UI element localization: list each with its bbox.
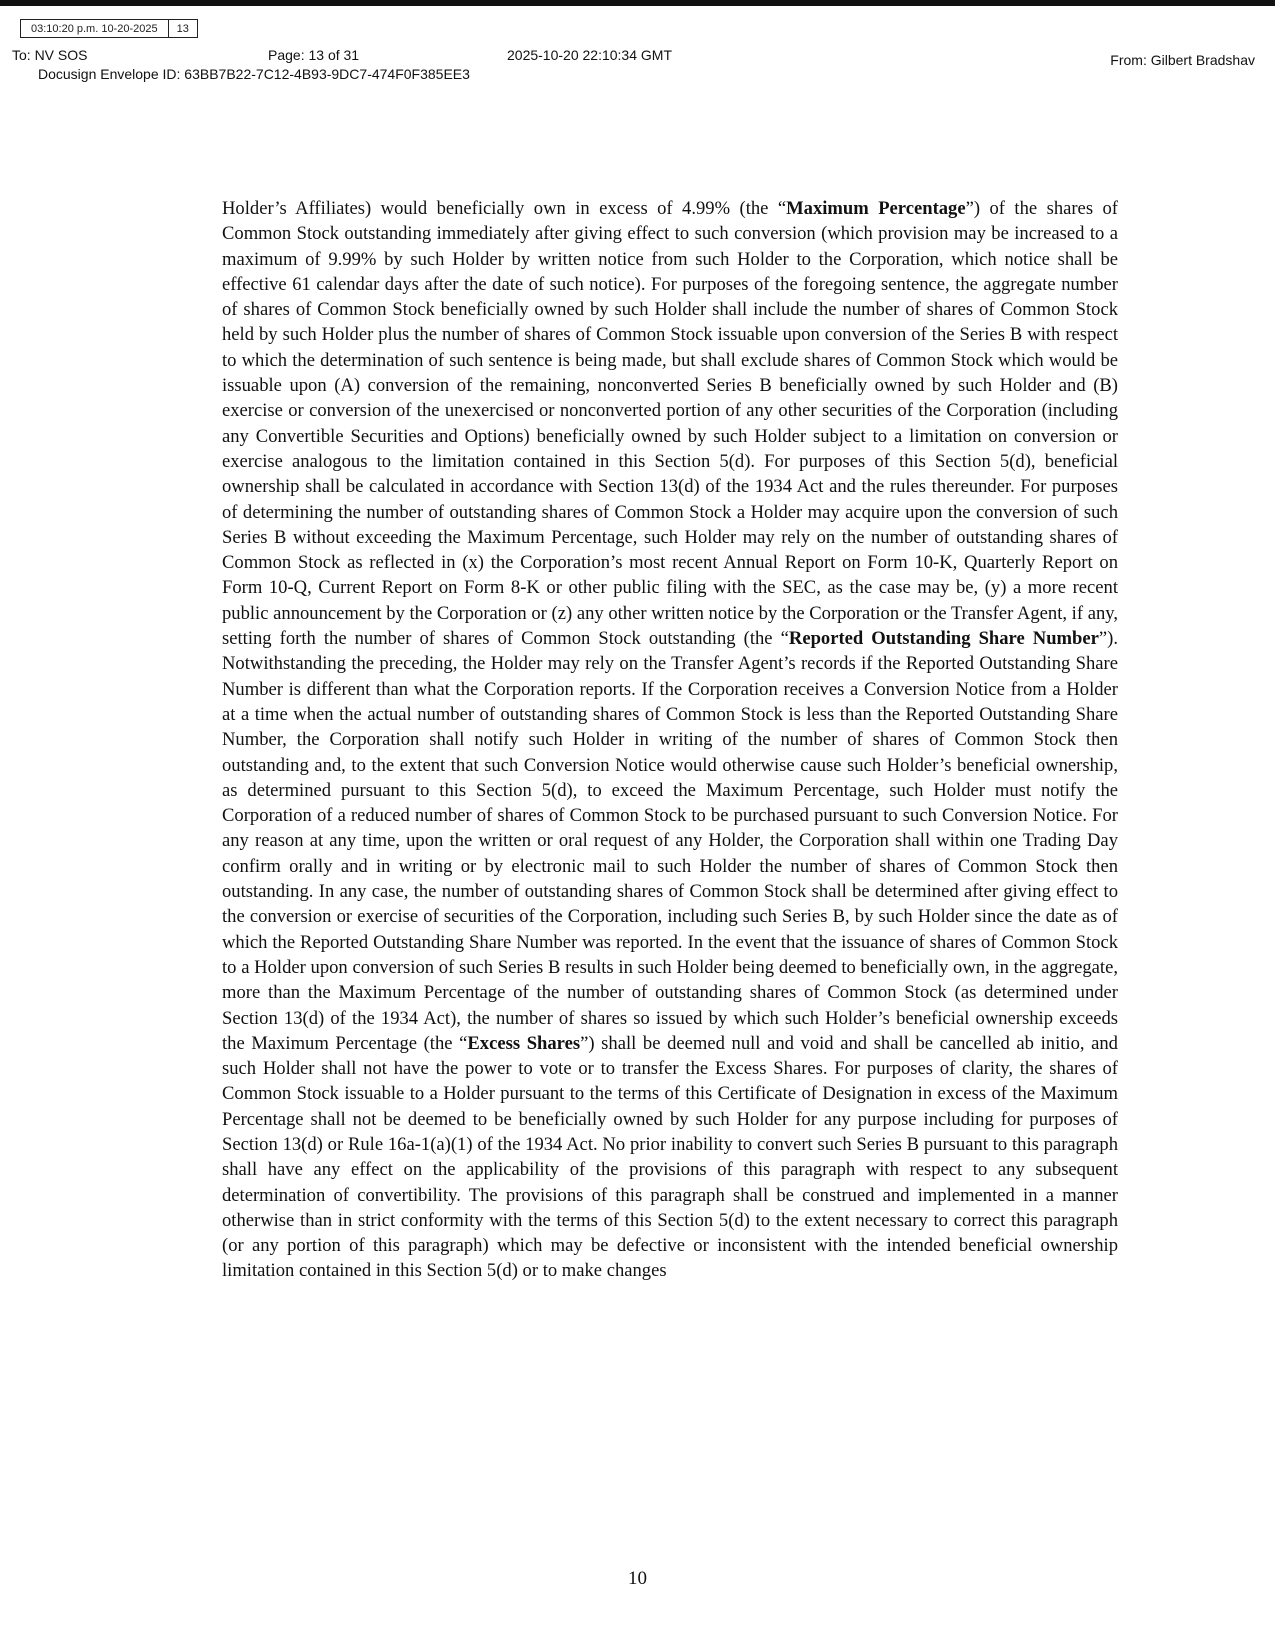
fax-stamp-datetime: 03:10:20 p.m. 10-20-2025 [20, 20, 168, 37]
defined-term-reported-outstanding-share-number: Reported Outstanding Share Number [788, 628, 1099, 650]
fax-to: To: NV SOS [12, 47, 88, 63]
body-paragraph [222, 196, 1118, 1284]
defined-term-excess-shares: Excess Shares [467, 1032, 581, 1054]
defined-term-maximum-percentage: Maximum Percentage [786, 198, 966, 219]
body-text-part-1: Holder’s Affiliates) would beneficially own in excess of 4.99% (the “ [222, 198, 787, 219]
body-text-part-2: ”) of the shares of Common Stock outstanding immediately after giving effect to such conversion (which provision may be increased to a maximum of 9.99% by such Holder by written notice from such Holder to the Corporation, which notice shall be effective 61 calendar days after the date of such notice). For purposes of the foregoing sentence, the aggregate number of shares of Common Stock beneficially owned by such Holder shall include the number of shares of Common Stock held by such Holder plus the number of shares of Common Stock issuable upon conversion of the Series B with respect to which the determination of such sentence is being made, but shall exclude shares of Common Stock which would be issuable upon (A) conversion of the remaining, nonconverted Series B beneficially owned by such Holder and (B) exercise or conversion of the unexercised or nonconverted portion of any other securities of the Corporation (including any Convertible Securities and Options) beneficially owned by such Holder subject to a limitation on conversion or exercise analogous to the limitation contained in this Section 5(d). For purposes of this Section 5(d), beneficial ownership shall be calculated in accordance with Section 13(d) of the 1934 Act and the rules thereunder. For purposes of determining the number of outstanding shares of Common Stock a Holder may acquire upon the conversion of such Series B without exceeding the Maximum Percentage, such Holder may rely on the number of outstanding shares of Common Stock as reflected in (x) the Corporation’s most recent Annual Report on Form 10-K, Quarterly Report on Form 10-Q, Current Report on Form 8-K or other public filing with the SEC, as the case may be, (y) a more recent public announcement by the Corporation or (z) any other written notice by the Corporation or the Transfer Agent, if any, setting forth the number of shares of Common Stock outstanding (the “ [222, 198, 1118, 650]
body-text-part-3: ”). Notwithstanding the preceding, the Holder may rely on the Transfer Agent’s records if the Reported Outstanding Share Number is different than what the Corporation reports. If the Corporation receives a Conversion Notice from a Holder at a time when the actual number of outstanding shares of Common Stock is less than the Reported Outstanding Share Number, the Corporation shall notify such Holder in writing of the number of shares of Common Stock then outstanding and, to the extent that such Conversion Notice would otherwise cause such Holder’s beneficial ownership, as determined pursuant to this Section 5(d), to exceed the Maximum Percentage, such Holder must notify the Corporation of a reduced number of shares of Common Stock to be purchased pursuant to such Conversion Notice. For any reason at any time, upon the written or oral request of any Holder, the Corporation shall within one Trading Day confirm orally and in writing or by electronic mail to such Holder the number of shares of Common Stock then outstanding. In any case, the number of outstanding shares of Common Stock shall be determined after giving effect to the conversion or exercise of securities of the Corporation, including such Series B, by such Holder since the date as of which the Reported Outstanding Share Number was reported. In the event that the issuance of shares of Common Stock to a Holder upon conversion of such Series B results in such Holder being deemed to beneficially own, in the aggregate, more than the Maximum Percentage of the number of outstanding shares of Common Stock (as determined under Section 13(d) of the 1934 Act), the number of shares so issued by which such Holder’s beneficial ownership exceeds the Maximum Percentage (the “ [222, 628, 1118, 1054]
fax-from: From: Gilbert Bradshav [1110, 52, 1255, 68]
body-text-part-4: ”) shall be deemed null and void and shall be cancelled ab initio, and such Holder shall not have the power to vote or to transfer the Excess Shares. For purposes of clarity, the shares of Common Stock issuable to a Holder pursuant to the terms of this Certificate of Designation in excess of the Maximum Percentage shall not be deemed to be beneficially owned by such Holder for any purpose including for purposes of Section 13(d) or Rule 16a-1(a)(1) of the 1934 Act. No prior inability to convert such Series B pursuant to this paragraph shall have any effect on the applicability of the provisions of this paragraph with respect to any subsequent determination of convertibility. The provisions of this paragraph shall be construed and implemented in a manner otherwise than in strict conformity with the terms of this Section 5(d) to the extent necessary to correct this paragraph (or any portion of this paragraph) which may be defective or inconsistent with the intended beneficial ownership limitation contained in this Section 5(d) or to make changes [222, 1032, 1118, 1282]
page-number: 10 [628, 1568, 647, 1589]
fax-stamp [20, 19, 198, 38]
fax-stamp-page: 13 [168, 20, 198, 37]
fax-page: Page: 13 of 31 [268, 47, 360, 63]
docusign-envelope-id: Docusign Envelope ID: 63BB7B22-7C12-4B93-9DC7-474F0F385EE3 [38, 66, 470, 82]
fax-top-border [0, 0, 1275, 6]
fax-datetime: 2025-10-20 22:10:34 GMT [507, 47, 672, 63]
